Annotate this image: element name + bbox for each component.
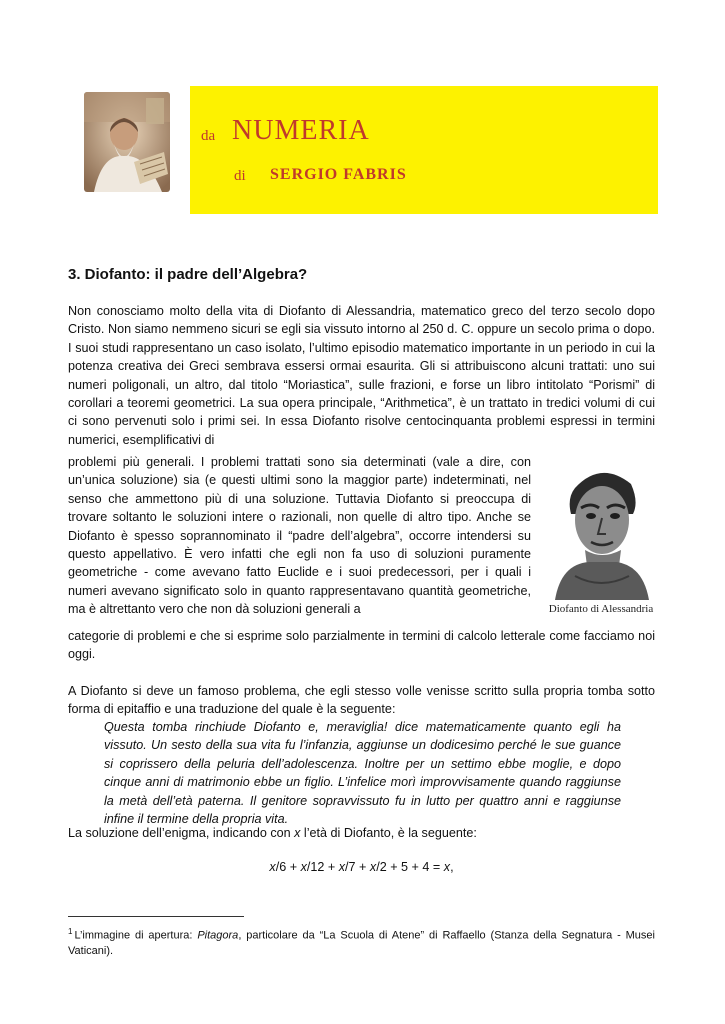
paragraph-problems: problemi più generali. I problemi trattati sono sia determinati (vale a dire, con un’unica soluzione) sia (e questi ultimi sono la maggior parte) indeterminati, nel senso che ammettono più di una soluzione. Tuttavia Diofanto si preoccupa di trovare soltanto le soluzioni intere o razionali, non quelle di altro tipo. Anche se Diofanto è spesso soprannominato il “padre dell’algebra”, occorre intendersi su questo appellativo. È vero infatti che egli non fa uso di soluzioni puramente geometriche - come avevano fatto Euclide e i suoi predecessori, per i quali i numeri avevano significato solo in quanto rappresentavano quantità geometriche, ma è altrettanto vero che non dà soluzioni generali a [68,455,531,617]
footnote-marker: 1 [68,927,73,936]
equation [68,860,655,874]
footnote-text-b: , particolare da “La Scuola di Atene” di Raffaello (Stanza della Segnatura - Musei Vaticani). [68,929,655,958]
section-heading: 3. Diofanto: il padre dell’Algebra? [68,266,308,283]
paragraph-epitaph-intro: A Diofanto si deve un famoso problema, che egli stesso volle venisse scritto sulla propria tomba sotto forma di epitaffio e una traduzione del quale è la seguente: [68,684,655,717]
footnote-italic: Pitagora [197,929,239,942]
footnote-divider [68,916,244,917]
variable-x: x [294,826,301,840]
solution-text-a: La soluzione dell’enigma, indicando con [68,826,295,840]
paragraph-intro: Non conosciamo molto della vita di Diofanto di Alessandria, matematico greco del terzo secolo dopo Cristo. Non siamo nemmeno sicuri se egli sia vissuto intorno al 250 d. C. oppure un secolo prima o dopo. I suoi studi rappresentano un caso isolato, l’ultimo episodio matematico importante in un periodo in cui la potenza creativa dei Greci sembrava essersi ormai esaurita. Gli si attribuiscono alcuni trattati: uno sui numeri poligonali, un altro, dal titolo “Moriastica”, sulle frazioni, e forse un libro intitolato “Porismi” di corollari a teoremi geometrici. La sua opera principale, “Arithmetica”, è un trattato in tredici volumi di cui ci sono pervenuti solo i primi sei. In essa Diofanto risolve centocinquanta problemi espressi in termini numerici, esemplificativi di [68,304,655,447]
epitaph-quote: Questa tomba rinchiude Diofanto e, meraviglia! dice matematicamente quanto egli ha vissuto. Un sesto della sua vita fu l’infanzia, aggiunse un dodicesimo perché le sue guance si coprissero della peluria dell’adolescenza. Inoltre per un settimo ebbe moglie, e dopo cinque anni di matrimonio ebbe un figlio. L’infelice morì improvvisamente quando raggiunse la metà dell’età paterna. Il genitore sopravvissuto fu in lutto per quattro anni e raggiunse infine il termine della propria vita. [104,720,621,827]
figure-caption: Diofanto di Alessandria [548,603,654,615]
pitagora-portrait-image [84,92,170,192]
title-banner [190,86,658,214]
equation-text: x/6 + x/12 + x/7 + x/2 + 5 + 4 = x, [269,860,454,874]
header-di-label: di [234,168,246,184]
header-da-label: da [201,128,216,144]
book-title: NUMERIA [232,115,370,146]
footnote-text-a: L’immagine di apertura: [74,929,198,942]
author-name: SERGIO FABRIS [270,166,407,183]
footnote [68,924,655,959]
paragraph-solution-intro [68,824,655,842]
paragraph-continuation: categorie di problemi e che si esprime solo parzialmente in termini di calcolo letterale come facciamo noi oggi. [68,629,655,662]
diofanto-portrait-image [545,458,657,600]
solution-text-b: l’età di Diofanto, è la seguente: [300,826,477,840]
